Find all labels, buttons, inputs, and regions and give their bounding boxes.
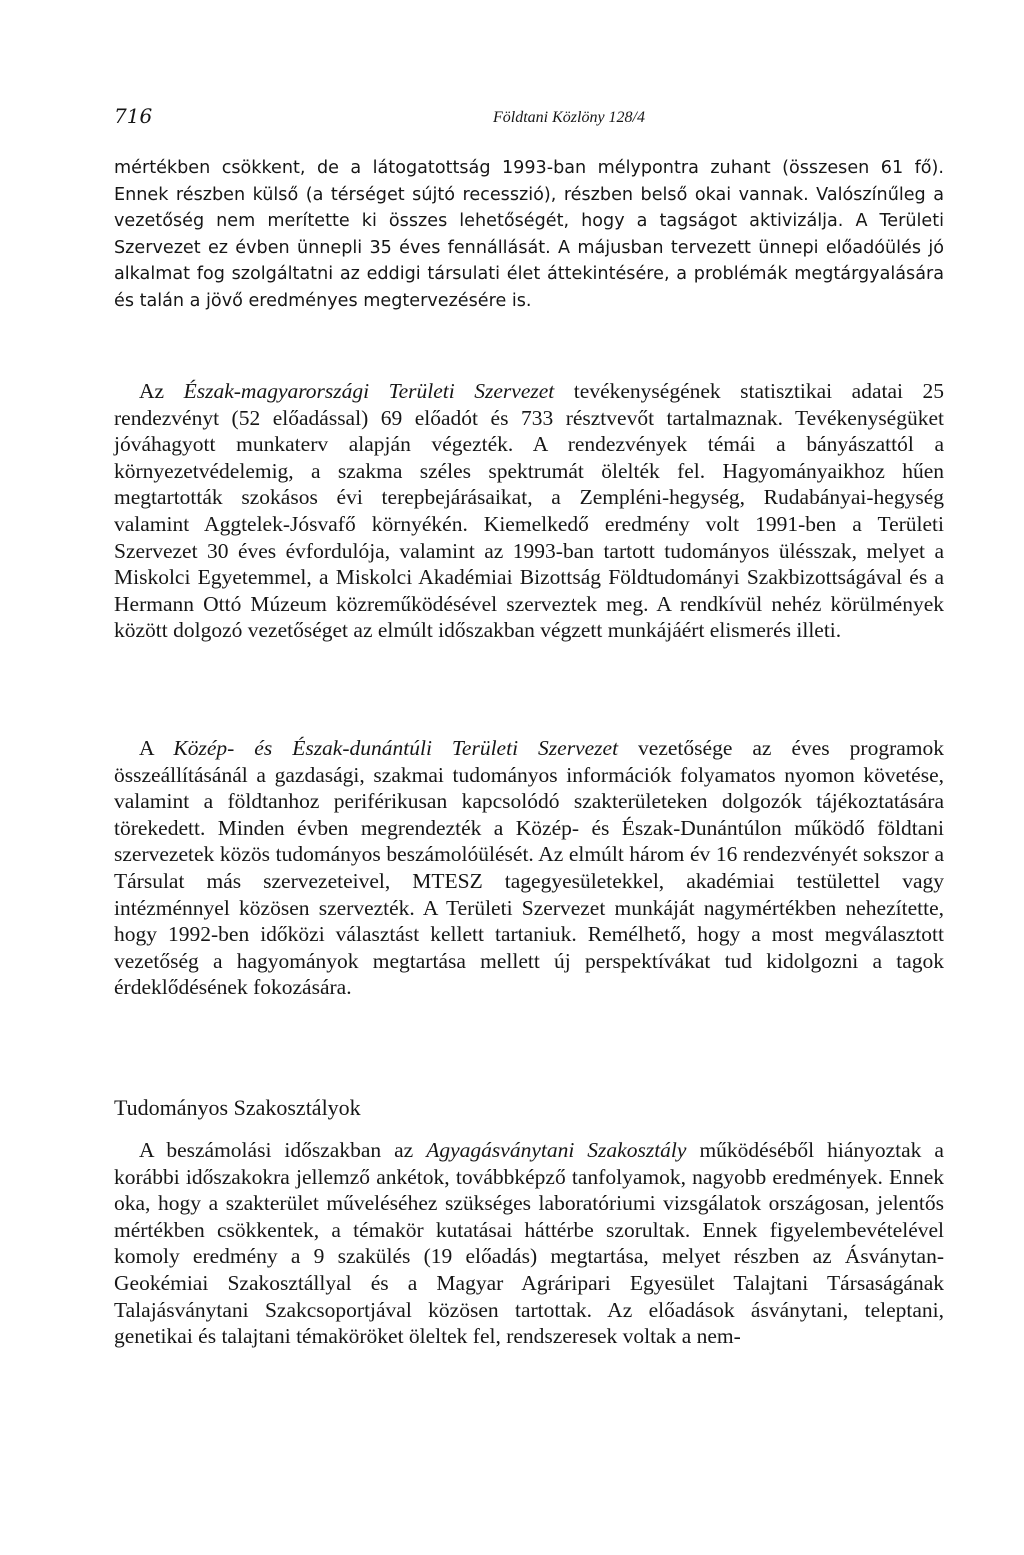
- section-heading: Tudományos Szakosztályok: [114, 1095, 361, 1120]
- paragraph-kozep-es-eszak-dunantuli: [114, 735, 944, 1001]
- paragraph-text: mértékben csökkent, de a látogatottság 1993-ban mélypontra zuhant (összesen 61 fő). Ennek részben külső (a térséget sújtó recesszió), részben belső okai vannak. Valószínűleg a vezetőség nem merítette ki összes lehetőségét, hogy a tagságot aktivizálja. A Területi Szervezet ez évben ünnepli 35 éves fennállását. A májusban tervezett ünnepi előadóülés jó alkalmat fog szolgáltatni az eddigi társulati élet áttekintésére, a problémák megtárgyalására és talán a jövő eredményes megtervezésére is.: [114, 158, 944, 311]
- paragraph-continuation: [114, 155, 944, 315]
- paragraph-text: működéséből hiányoztak a korábbi időszakokra jellemző ankétok, továbbképző tanfolyamok, nagyobb eredmények. Ennek oka, hogy a szakterület műveléséhez szükséges laboratóriumi vizsgálatok országosan, jelentős mértékben csökkentek, a témakör kutatásai háttérbe szorultak. Ennek figyelembevételével komoly eredmény a 9 szakülés (19 előadás) megtartása, melyet részben az Ásványtan-Geokémiai Szakosztállyal és a Magyar Agráripari Egyesület Talajtani Társaságának Talajásványtani Szakcsoportjával közösen tartottak. Az előadások ásványtani, teleptani, genetikai és talajtani témaköröket öleltek fel, rendszeresek voltak a nem-: [114, 1138, 944, 1349]
- paragraph-lead: A beszámolási időszakban az: [139, 1138, 427, 1162]
- section-name: Agyagásványtani Szakosztály: [426, 1138, 687, 1162]
- paragraph-eszak-magyarorszagi: [114, 378, 944, 644]
- paragraph-agyagasvanytani: [114, 1137, 944, 1350]
- page-number: 716: [114, 104, 153, 128]
- organization-name: Közép- és Észak-dunántúli Területi Szervezet: [173, 736, 619, 760]
- page-header: [114, 104, 944, 144]
- paragraph-lead: A: [139, 736, 174, 760]
- paragraph-text: tevékenységének statisztikai adatai 25 rendezvényt (52 előadással) 69 előadót és 733 résztvevőt tartalmaznak. Tevékenységüket jóváhagyott munkaterv alapján végezték. A rendezvények témái a bányászattól a környezetvédelemig, a szakma széles spektrumát ölelték fel. Hagyományaikhoz hűen megtartották szokásos évi terepbejárásaikat, a Zempléni-hegység, Rudabányai-hegység valamint Aggtelek-Jósvafő környékén. Kiemelkedő eredmény volt 1991-ben a Területi Szervezet 30 éves évfordulója, valamint az 1993-ban tartott tudományos ülésszak, melyet a Miskolci Egyetemmel, a Miskolci Akadémiai Bizottság Földtudományi Szakbizottságával és a Hermann Ottó Múzeum közreműködésével szerveztek meg. A rendkívül nehéz körülmények között dolgozó vezetőséget az elmúlt időszakban végzett munkájáért elismerés illeti.: [114, 379, 944, 643]
- paragraph-text: vezetősége az éves programok összeállításánál a gazdasági, szakmai tudományos információk folyamatos nyomon követése, valamint a földtanhoz periférikusan kapcsolódó szakterületeken dolgozók tájékoztatására törekedett. Minden évben megrendezték a Közép- és Észak-Dunántúlon működő földtani szervezetek közös tudományos beszámolóülését. Az elmúlt három év 16 rendezvényét sokszor a Társulat más szervezeteivel, MTESZ tagegyesületekkel, akadémiai testülettel vagy intézménnyel közösen szervezték. A Területi Szervezet munkáját nagymértékben nehezítette, hogy 1992-ben időközi választást kellett tartaniuk. Remélhető, hogy a most megválasztott vezetőség a hagyományok megtartása mellett új perspektívákat tud kidolgozni a tagok érdeklődésének fokozására.: [114, 736, 944, 1000]
- paragraph-lead: Az: [139, 379, 184, 403]
- organization-name: Észak-magyarországi Területi Szervezet: [183, 379, 555, 403]
- running-head: Földtani Közlöny 128/4: [493, 109, 645, 126]
